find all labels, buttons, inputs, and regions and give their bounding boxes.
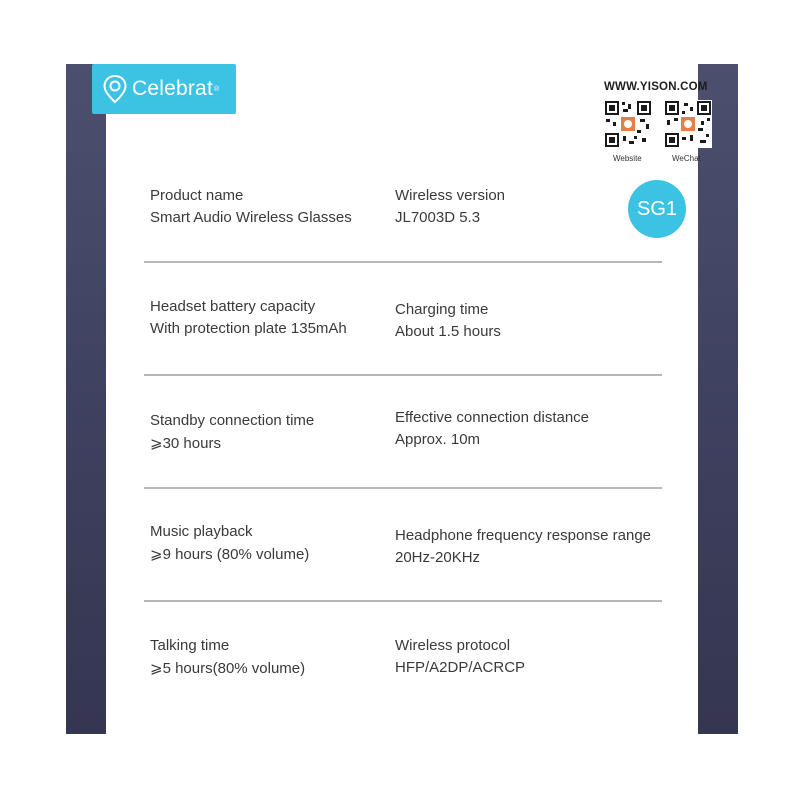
left-side-bar (66, 64, 106, 734)
right-side-bar (698, 64, 738, 734)
brand-logo (92, 64, 236, 114)
spec-value-charging-time: About 1.5 hours (395, 323, 501, 340)
spec-value-product-name: Smart Audio Wireless Glasses (150, 209, 352, 226)
spec-value-wireless-protocol: HFP/A2DP/ACRCP (395, 659, 526, 676)
spec-value-talking-time: ⩾5 hours(80% volume) (150, 660, 306, 677)
spec-value-music-playback: ⩾9 hours (80% volume) (150, 546, 310, 563)
website-qr-code-icon[interactable] (604, 100, 652, 148)
spec-value-standby-time: ⩾30 hours (150, 435, 221, 452)
spec-label-battery-capacity: Headset battery capacity (150, 298, 316, 315)
spec-value-battery-capacity: With protection plate 135mAh (150, 320, 347, 337)
qr-label-website: Website (613, 154, 642, 163)
spec-label-wireless-version: Wireless version (395, 187, 506, 204)
spec-label-charging-time: Charging time (395, 301, 489, 318)
spec-value-wireless-version: JL7003D 5.3 (395, 209, 481, 226)
model-badge: SG1 (628, 180, 686, 238)
website-url[interactable]: WWW.YISON.COM (604, 81, 708, 93)
spec-label-music-playback: Music playback (150, 523, 253, 540)
spec-value-frequency-response: 20Hz-20KHz (395, 549, 481, 566)
wechat-qr-code-icon[interactable] (664, 100, 712, 148)
brand-name: Celebrat (132, 77, 213, 100)
spec-sheet (66, 64, 738, 734)
spec-label-standby-time: Standby connection time (150, 412, 315, 429)
spec-label-connection-distance: Effective connection distance (395, 409, 590, 426)
trademark-symbol: ® (213, 85, 220, 93)
spec-value-connection-distance: Approx. 10m (395, 431, 481, 448)
spec-label-talking-time: Talking time (150, 637, 230, 654)
row-divider (144, 600, 662, 602)
row-divider (144, 487, 662, 489)
spec-label-product-name: Product name (150, 187, 244, 204)
row-divider (144, 261, 662, 263)
row-divider (144, 374, 662, 376)
spec-label-frequency-response: Headphone frequency response range (395, 527, 652, 544)
location-pin-icon (102, 74, 128, 104)
spec-label-wireless-protocol: Wireless protocol (395, 637, 511, 654)
qr-label-wechat: WeChat (672, 154, 701, 163)
